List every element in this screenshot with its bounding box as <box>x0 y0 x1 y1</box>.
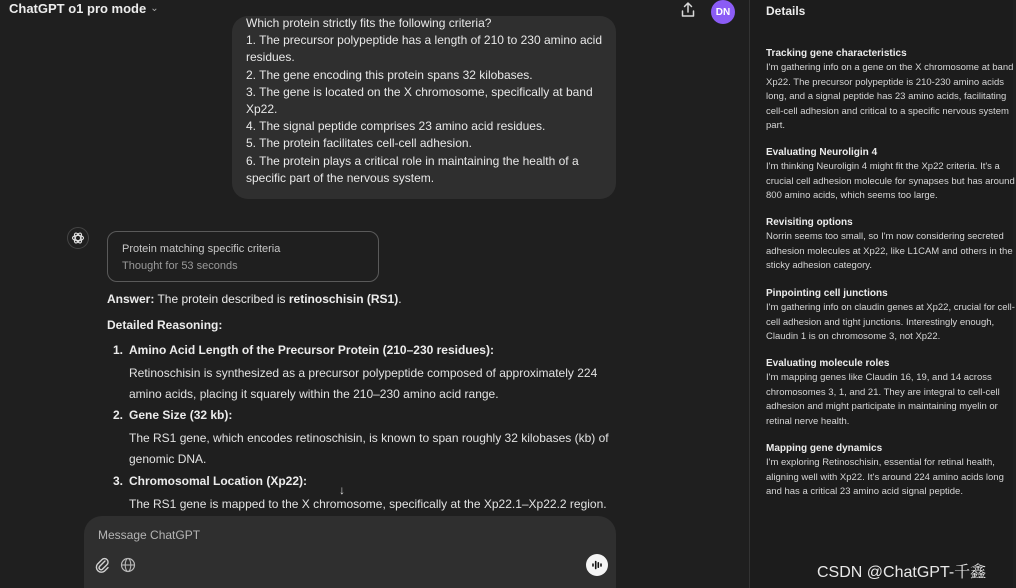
detail-heading: Revisiting options <box>766 217 853 228</box>
answer-label: Answer: <box>107 292 155 306</box>
list-body: The RS1 gene, which encodes retinoschisin, is known to span roughly 32 kilobases (kb) of genomic DNA. <box>129 431 609 466</box>
detail-heading: Mapping gene dynamics <box>766 443 883 454</box>
detail-section <box>766 216 1016 274</box>
thought-summary[interactable] <box>107 231 379 282</box>
user-line: 5. The protein facilitates cell-cell adhesion. <box>246 136 472 151</box>
paperclip-icon[interactable] <box>94 556 110 574</box>
user-line: Which protein strictly fits the following criteria? <box>246 16 492 30</box>
detail-heading: Pinpointing cell junctions <box>766 288 888 299</box>
answer-end: . <box>398 292 402 306</box>
model-name: ChatGPT o1 pro mode <box>9 1 147 16</box>
list-number: 2. <box>113 408 124 422</box>
detail-section <box>766 47 1016 134</box>
user-line: 1. The precursor polypeptide has a length of 210 to 230 amino acid <box>246 33 603 48</box>
list-heading: Amino Acid Length of the Precursor Protein (210–230 residues): <box>129 343 494 357</box>
user-line: 4. The signal peptide comprises 23 amino acid residues. <box>246 119 546 134</box>
reasoning-list <box>107 343 622 511</box>
composer <box>84 516 616 588</box>
detail-section <box>766 357 1016 429</box>
user-line: residues. <box>246 50 295 65</box>
detail-heading: Evaluating Neuroligin 4 <box>766 147 878 158</box>
user-message <box>232 16 616 199</box>
answer-protein: retinoschisin (RS1) <box>288 292 399 306</box>
model-picker[interactable] <box>9 1 159 16</box>
thought-title: Protein matching specific criteria <box>122 243 281 255</box>
detail-body: I'm gathering info on a gene on the X chromosome at band Xp22. The precursor polypeptide is 210-230 amino acids long, and a signal peptide has 23 amino acids, facilitating cell-cell adhesion and critical to a specific nervous system part. <box>766 62 1014 131</box>
user-line: 2. The gene encoding this protein spans 32 kilobases. <box>246 67 533 82</box>
arrow-down-icon: ↓ <box>339 483 345 497</box>
share-icon[interactable] <box>679 1 697 19</box>
chevron-down-icon: ⌄ <box>150 3 159 14</box>
avatar[interactable] <box>711 0 735 24</box>
user-line: specific part of the nervous system. <box>246 170 435 185</box>
detail-body: I'm mapping genes like Claudin 16, 19, and 14 across chromosomes 3, 1, and 21. They are integral to cell-cell adhesion and might participate in maintaining myelin or retinal nerve health. <box>766 372 1000 427</box>
detail-section <box>766 287 1016 345</box>
globe-icon[interactable] <box>120 557 136 573</box>
user-line: Xp22. <box>246 102 278 117</box>
list-number: 3. <box>113 474 124 488</box>
reasoning-title: Detailed Reasoning: <box>107 318 223 332</box>
message-input[interactable] <box>96 527 540 543</box>
detail-section <box>766 146 1016 204</box>
chatgpt-logo-icon <box>67 227 89 249</box>
list-heading: Gene Size (32 kb): <box>129 408 233 422</box>
detail-section <box>766 442 1016 500</box>
detail-body: Norrin seems too small, so I'm now considering secreted adhesion molecules at Xp22, like L1CAM and others in the sticky adhesion category. <box>766 231 1013 271</box>
detail-heading: Tracking gene characteristics <box>766 48 907 59</box>
voice-mode-button[interactable] <box>586 554 608 576</box>
detail-heading: Evaluating molecule roles <box>766 358 890 369</box>
details-panel <box>750 0 1013 588</box>
answer-text: The protein described is <box>154 292 289 306</box>
detail-body: I'm gathering info on claudin genes at Xp22, crucial for cell-cell adhesion and tight junctions. Interestingly enough, Claudin 1 is on chromosome 3, not Xp22. <box>766 302 1015 342</box>
list-heading: Chromosomal Location (Xp22): <box>129 474 308 488</box>
list-body: Retinoschisin is synthesized as a precursor polypeptide composed of approximately 224 amino acids, placing it squarely within the 210–230 amino acid range. <box>129 366 598 401</box>
user-line: 6. The protein plays a critical role in maintaining the health of a <box>246 153 579 168</box>
user-message-text <box>246 15 602 187</box>
list-number: 1. <box>113 343 124 357</box>
detail-body: I'm thinking Neuroligin 4 might fit the Xp22 criteria. It's a crucial cell adhesion molecule for synapses but has around 800 amino acids, which seems too large. <box>766 161 1015 201</box>
thought-duration: Thought for 53 seconds <box>122 260 238 272</box>
details-title: Details <box>766 4 806 18</box>
avatar-initials: DN <box>715 6 731 18</box>
detail-body: I'm exploring Retinoschisin, essential for retinal health, aligning well with Xp22. It's around 224 amino acids long and has a critical 23 amino acid signal peptide. <box>766 457 1004 497</box>
list-body: The RS1 gene is mapped to the X chromosome, specifically at the Xp22.1–Xp22.2 region. <box>129 497 607 511</box>
user-line: 3. The gene is located on the X chromosome, specifically at band <box>246 84 593 99</box>
answer-line <box>107 292 402 306</box>
scroll-down-button[interactable] <box>333 481 351 499</box>
waveform-icon <box>591 559 603 571</box>
watermark: CSDN @ChatGPT-千鑫 <box>817 564 987 581</box>
